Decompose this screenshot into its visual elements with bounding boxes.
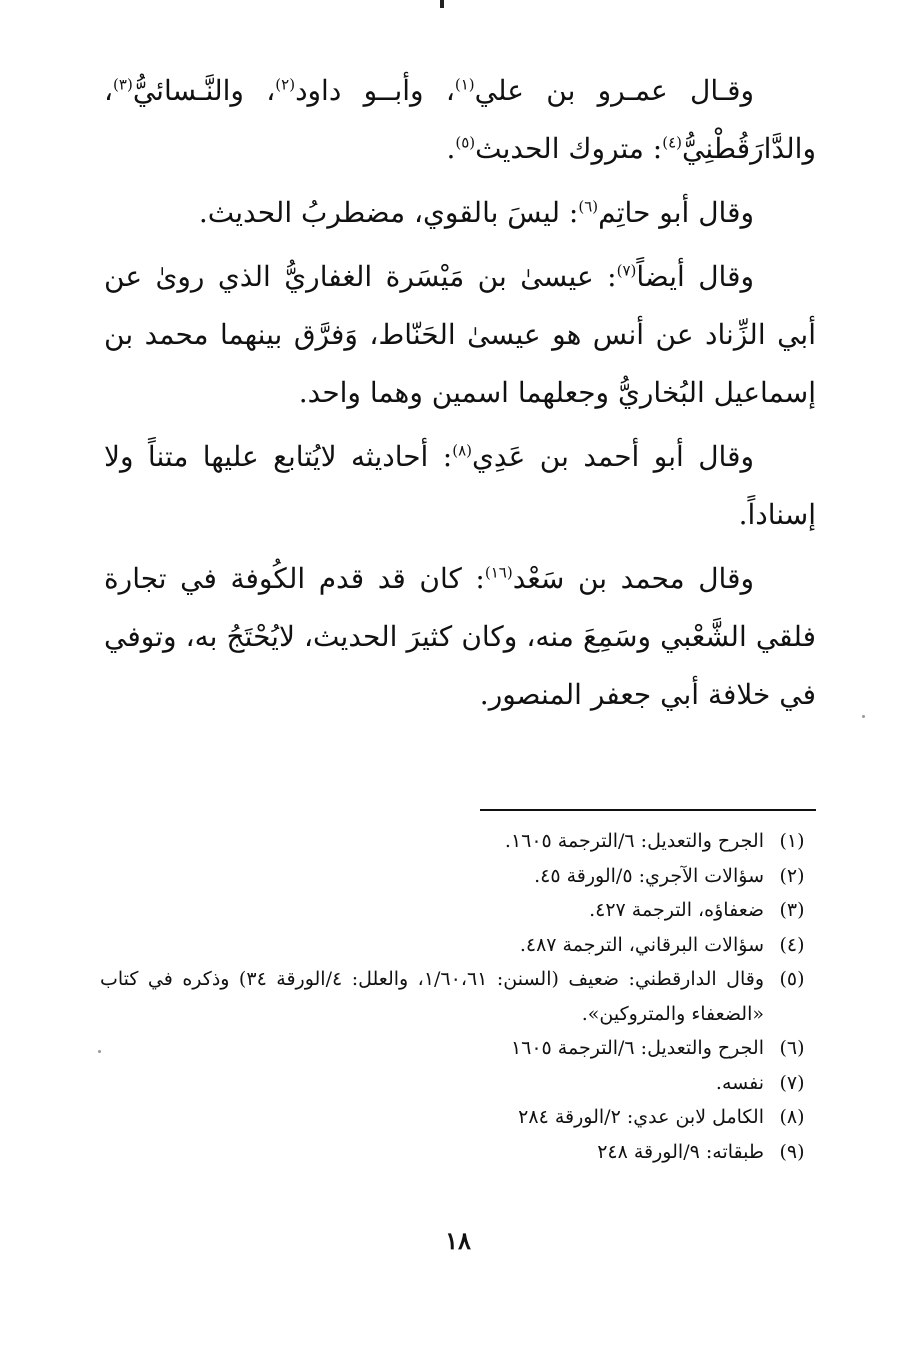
footnote-item: [100, 824, 820, 859]
footnote-number: (٩): [779, 1140, 805, 1163]
paper-speck: [98, 1050, 101, 1053]
paragraph-text: : متروك الحديث: [475, 132, 663, 165]
paragraph-text: وقال أبو حاتِم: [598, 196, 754, 229]
footnote-reference: (١٦): [484, 563, 513, 582]
footnote-text: سؤالات الآجري: ٥/الورقة ٤٥.: [534, 864, 764, 887]
footnote-number: (٧): [779, 1071, 805, 1094]
footnote-number: (٢): [779, 864, 805, 887]
paragraph-text: ، وأبــو داود: [295, 74, 455, 107]
footnote-text: الجرح والتعديل: ٦/الترجمة ١٦٠٥: [510, 1037, 764, 1059]
paragraph-text: ، والدَّارَقُطْنِيُّ: [104, 74, 816, 165]
footnote-reference: (٥): [455, 133, 476, 152]
footnote-number: (٣): [779, 899, 805, 921]
main-text: [104, 62, 816, 730]
paragraph-text: وقال أيضاً: [636, 260, 754, 293]
footnote-item: [100, 962, 820, 1031]
footnote-reference: (٧): [616, 261, 637, 280]
footnote-reference: (٤): [662, 133, 683, 152]
body-paragraph: [104, 248, 816, 422]
footnote-number: (٨): [779, 1106, 805, 1128]
footnote-item: [100, 1066, 820, 1101]
footnote-item: [100, 1135, 820, 1170]
footnote-reference: (١): [454, 75, 475, 94]
paragraph-text: وقال محمد بن سَعْد: [512, 562, 754, 595]
footnote-item: [100, 1100, 820, 1135]
footnote-number: (٦): [779, 1037, 805, 1059]
paper-speck: [862, 715, 865, 718]
footnote-item: [100, 893, 820, 928]
paragraph-text: .: [446, 132, 456, 165]
footnote-text: الجرح والتعديل: ٦/الترجمة ١٦٠٥.: [504, 830, 764, 852]
footnote-text: ضعفاؤه، الترجمة ٤٢٧.: [589, 899, 764, 921]
footnote-text: طبقاته: ٩/الورقة ٢٤٨: [597, 1140, 764, 1163]
paragraph-text: ، والنَّـسائيُّ: [132, 74, 276, 107]
footnote-separator: [480, 809, 816, 811]
body-paragraph: [104, 550, 816, 724]
footnote-reference: (٢): [275, 75, 296, 94]
footnote-reference: (٣): [113, 75, 133, 94]
footnote-text: نفسه.: [715, 1071, 764, 1094]
footnote-text: الكامل لابن عدي: ٢/الورقة ٢٨٤: [518, 1106, 764, 1128]
footnote-text: سؤالات البرقاني، الترجمة ٤٨٧.: [519, 933, 764, 956]
footnote-reference: (٨): [452, 441, 472, 460]
body-paragraph: [104, 184, 816, 242]
footnote-item: [100, 859, 820, 894]
body-paragraph: [104, 428, 816, 544]
footnote-item: [100, 1031, 820, 1066]
footnote-number: (٥): [779, 968, 805, 990]
paragraph-text: : أحاديثه لايُتابع عليها متناً ولا إسناداً.: [104, 440, 816, 531]
footnote-number: (٤): [779, 933, 805, 956]
footnote-item: [100, 928, 820, 963]
paragraph-text: وقـال عمـرو بن علي: [474, 74, 754, 107]
footnote-text: وقال الدارقطني: ضعيف (السنن: ١/٦٠،٦١، والعلل: ٤/الورقة ٣٤) وذكره في كتاب «الضعفاء والمتروكين».: [100, 968, 765, 1025]
paragraph-text: : ليسَ بالقوي، مضطربُ الحديث.: [198, 196, 579, 229]
paragraph-text: : كان قد قدم الكُوفة في تجارة فلقي الشَّعْبي وسَمِعَ منه، وكان كثيرَ الحديث، لايُحْتَجُ به، وتوفي في خلافة أبي جعفر المنصور.: [104, 562, 816, 711]
footnotes-section: [100, 824, 820, 1169]
paragraph-text: : عيسىٰ بن مَيْسَرة الغفاريُّ الذي روىٰ عن أبي الزِّناد عن أنس هو عيسىٰ الحَنّاط، وَفرَّق بينهما محمد بن إسماعيل البُخاريُّ وجعلهما اسمين وهما واحد.: [104, 260, 816, 409]
page-number: ١٨: [445, 1226, 471, 1255]
top-edge-mark: [440, 0, 444, 8]
footnote-number: (١): [779, 830, 805, 852]
body-paragraph: [104, 62, 816, 178]
paragraph-text: وقال أبو أحمد بن عَدِي: [472, 440, 754, 473]
footnote-reference: (٦): [578, 197, 599, 216]
